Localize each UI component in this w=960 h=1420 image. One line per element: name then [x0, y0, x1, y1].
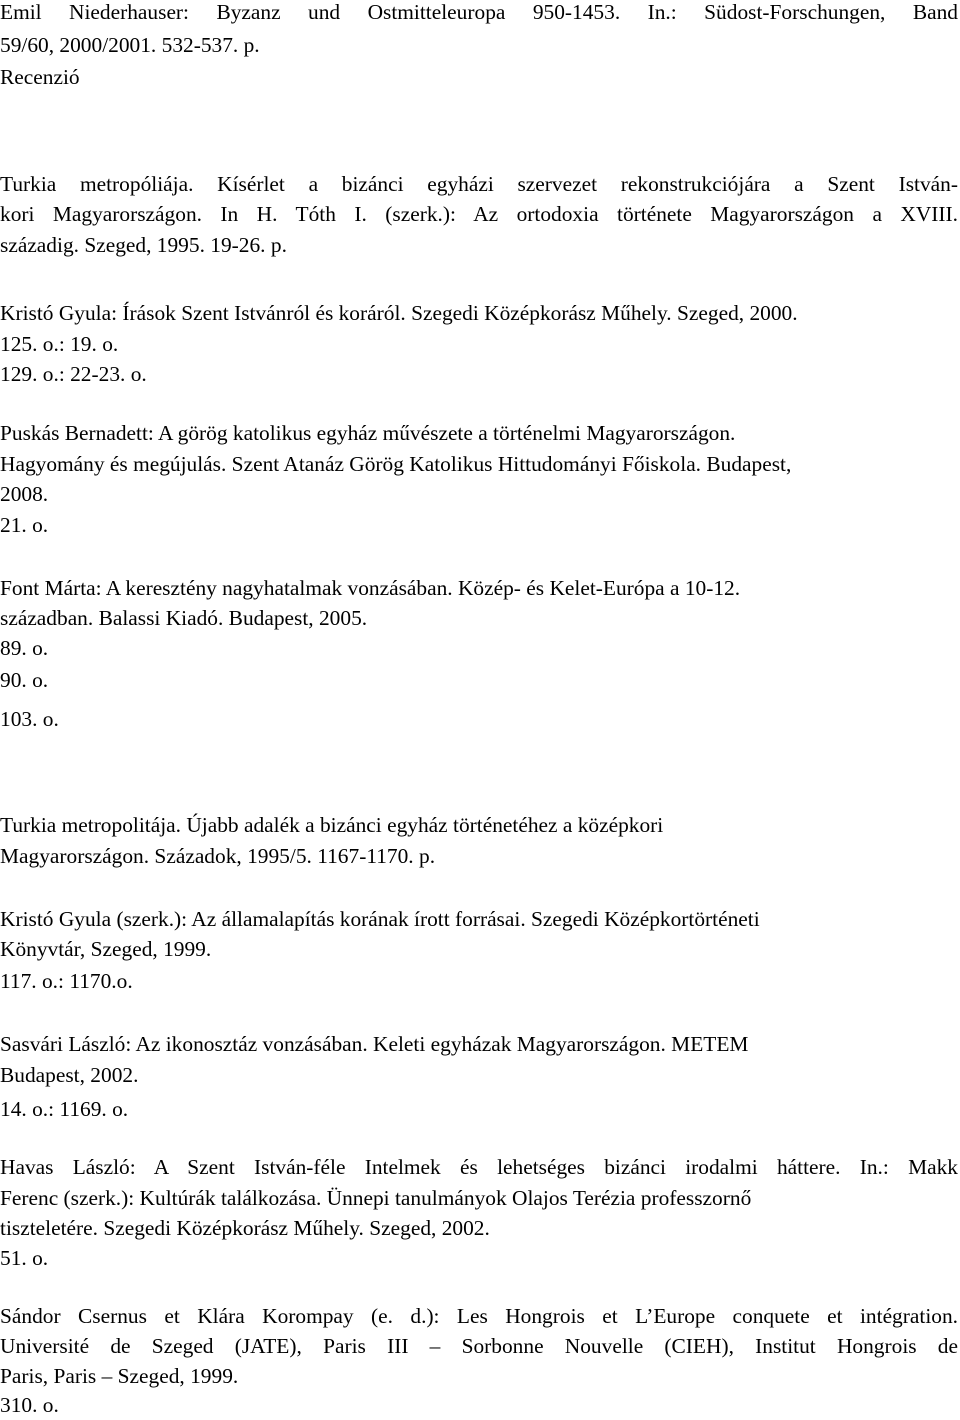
entry-line: Magyarországon. Századok, 1995/5. 1167-1170. p.: [0, 844, 436, 868]
entry-line: Turkia metropóliája. Kísérlet a bizánci egyházi szervezet rekonstrukciójára a Szent István-: [0, 172, 958, 196]
entry-line: Könyvtár, Szeged, 1999.: [0, 937, 212, 961]
entry-line: Sándor Csernus et Klára Korompay (e. d.): Les Hongrois et L’Europe conquete et intégration.: [0, 1304, 958, 1328]
entry-line: Puskás Bernadett: A görög katolikus egyház művészete a történelmi Magyarországon.: [0, 421, 736, 445]
page-reference: 89. o.: [0, 636, 49, 660]
entry-line: Kristó Gyula (szerk.): Az államalapítás korának írott forrásai. Szegedi Középkortörténeti: [0, 907, 760, 931]
entry-line: Budapest, 2002.: [0, 1063, 139, 1087]
entry-line: tiszteletére. Szegedi Középkorász Műhely. Szeged, 2002.: [0, 1216, 490, 1240]
entry-line: Ferenc (szerk.): Kultúrák találkozása. Ünnepi tanulmányok Olajos Terézia professzornő: [0, 1186, 752, 1210]
entry-line: Université de Szeged (JATE), Paris III – Sorbonne Nouvelle (CIEH), Institut Hongrois de: [0, 1334, 958, 1358]
entry-line: Paris, Paris – Szeged, 1999.: [0, 1364, 239, 1388]
entry-line: Havas László: A Szent István-féle Intelmek és lehetséges bizánci irodalmi háttere. In.: Makk: [0, 1155, 958, 1179]
page-reference: 14. o.: 1169. o.: [0, 1097, 129, 1121]
entry-line: században. Balassi Kiadó. Budapest, 2005.: [0, 606, 368, 630]
entry-line: századig. Szeged, 1995. 19-26. p.: [0, 233, 287, 257]
entry-line: Turkia metropolitája. Újabb adalék a bizánci egyház történetéhez a középkori: [0, 813, 664, 837]
page-reference: 103. o.: [0, 707, 59, 731]
entry-line: 59/60, 2000/2001. 532-537. p.: [0, 33, 260, 57]
page-reference: 129. o.: 22-23. o.: [0, 362, 147, 386]
entry-line: Kristó Gyula: Írások Szent Istvánról és koráról. Szegedi Középkorász Műhely. Szeged, 2000.: [0, 301, 798, 325]
entry-line: kori Magyarországon. In H. Tóth I. (szerk.): Az ortodoxia története Magyarországon a XVIII.: [0, 202, 958, 226]
page-reference: 21. o.: [0, 513, 49, 537]
entry-line: Font Márta: A keresztény nagyhatalmak vonzásában. Közép- és Kelet-Európa a 10-12.: [0, 576, 741, 600]
entry-line: Sasvári László: Az ikonosztáz vonzásában. Keleti egyházak Magyarországon. METEM: [0, 1032, 749, 1056]
entry-line: Emil Niederhauser: Byzanz und Ostmitteleuropa 950-1453. In.: Südost-Forschungen, Band: [0, 0, 958, 24]
page-reference: 90. o.: [0, 668, 49, 692]
entry-note: Recenzió: [0, 65, 80, 89]
page-reference: 310. o.: [0, 1393, 59, 1417]
entry-line: Hagyomány és megújulás. Szent Atanáz Görög Katolikus Hittudományi Főiskola. Budapest,: [0, 452, 792, 476]
page-reference: 125. o.: 19. o.: [0, 332, 119, 356]
entry-line: 2008.: [0, 482, 49, 506]
page-reference: 51. o.: [0, 1246, 49, 1270]
page-reference: 117. o.: 1170.o.: [0, 969, 133, 993]
